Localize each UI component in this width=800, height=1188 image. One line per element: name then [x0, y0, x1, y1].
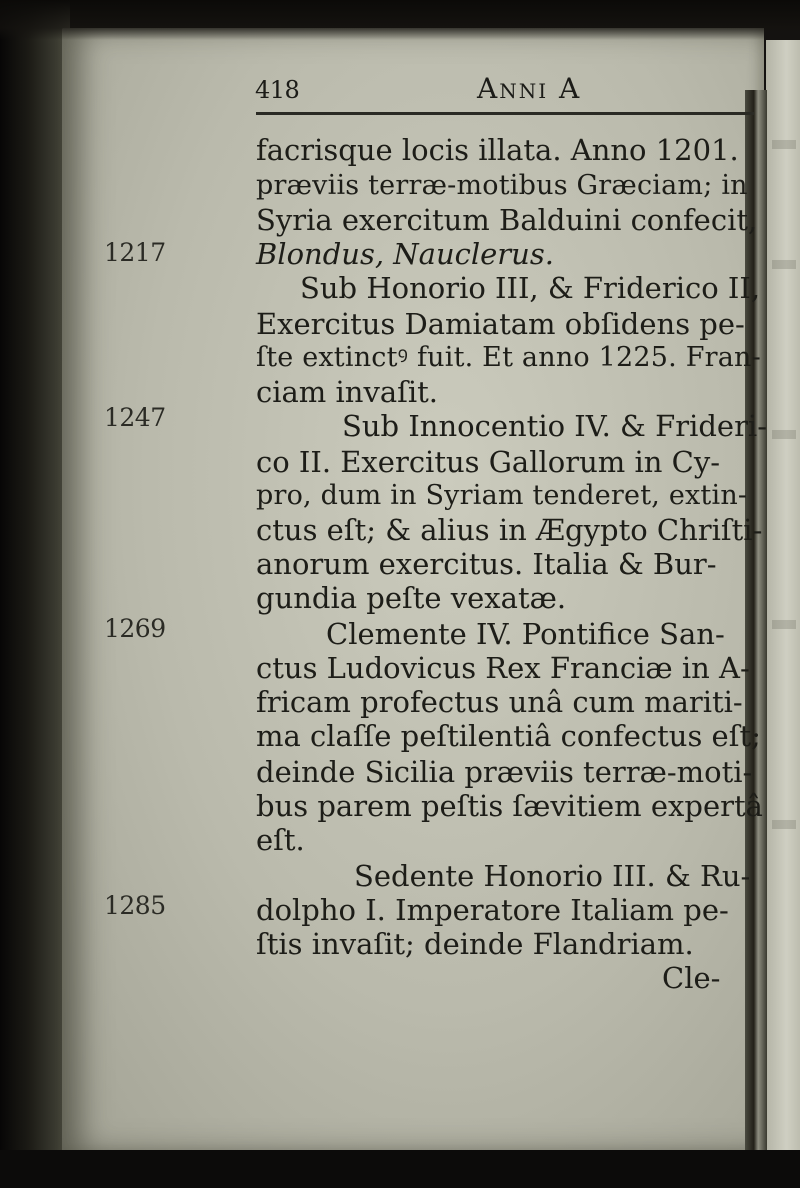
facing-page-bleed — [772, 260, 796, 269]
text-line: Sub Innocentio IV. & Frideri- — [342, 409, 768, 443]
margin-year: 1217 — [104, 238, 166, 267]
margin-year: 1269 — [104, 614, 166, 643]
text-line: præviis terræ-motibus Græciam; in — [256, 170, 748, 201]
margin-year: 1285 — [104, 891, 166, 920]
facing-page-edge — [766, 40, 800, 1150]
text-line: ctus eſt; & alius in Ægypto Chriſti- — [256, 513, 763, 547]
text-line: Sub Honorio III, & Friderico II, — [300, 271, 761, 305]
text-line: Syria exercitum Balduini confecit, — [256, 203, 758, 237]
text-line: ciam invaſit. — [256, 375, 439, 409]
text-line: deinde Sicilia præviis terræ-moti- — [256, 755, 753, 789]
text-line: Exercitus Damiatam obſidens pe- — [256, 307, 745, 341]
page-number: 418 — [255, 76, 300, 104]
text-line: pro, dum in Syriam tenderet, extin- — [256, 480, 748, 511]
margin-year: 1247 — [104, 403, 166, 432]
text-line: dolpho I. Imperatore Italiam pe- — [256, 893, 729, 927]
text-line: gundia peſte vexatæ. — [256, 581, 567, 615]
text-line: ſtis invaſit; deinde Flandriam. — [256, 927, 694, 961]
text-line: facrisque locis illata. Anno 1201. — [256, 133, 739, 167]
page-header — [255, 74, 755, 114]
text-line: Sedente Honorio III. & Ru- — [354, 859, 751, 893]
facing-page-bleed — [772, 140, 796, 149]
book-binding — [0, 0, 70, 1188]
facing-page-bleed — [772, 620, 796, 629]
text-line: ſte extinctꝰ fuit. Et anno 1225. Fran- — [256, 342, 761, 373]
bottom-shadow — [0, 1150, 800, 1188]
text-line: bus parem peſtis ſævitiem expertâ — [256, 789, 763, 823]
facing-page-bleed — [772, 430, 796, 439]
top-shadow — [0, 0, 800, 40]
text-line: anorum exercitus. Italia & Bur- — [256, 547, 717, 581]
running-head: Anni A — [477, 72, 582, 105]
text-line: ctus Ludovicus Rex Franciæ in A- — [256, 651, 750, 685]
text-line: Clemente IV. Pontifice San- — [326, 617, 725, 651]
text-line: eſt. — [256, 823, 305, 857]
page-fold-edge — [745, 90, 767, 1150]
catchword: Cle- — [662, 961, 721, 995]
facing-page-bleed — [772, 820, 796, 829]
text-line: co II. Exercitus Gallorum in Cy- — [256, 445, 721, 479]
header-rule — [256, 112, 754, 115]
text-line: fricam profectus unâ cum mariti- — [256, 685, 743, 719]
text-line: ma claſſe peſtilentiâ confectus eſt; — [256, 719, 761, 753]
text-line: Blondus, Nauclerus. — [256, 237, 554, 271]
